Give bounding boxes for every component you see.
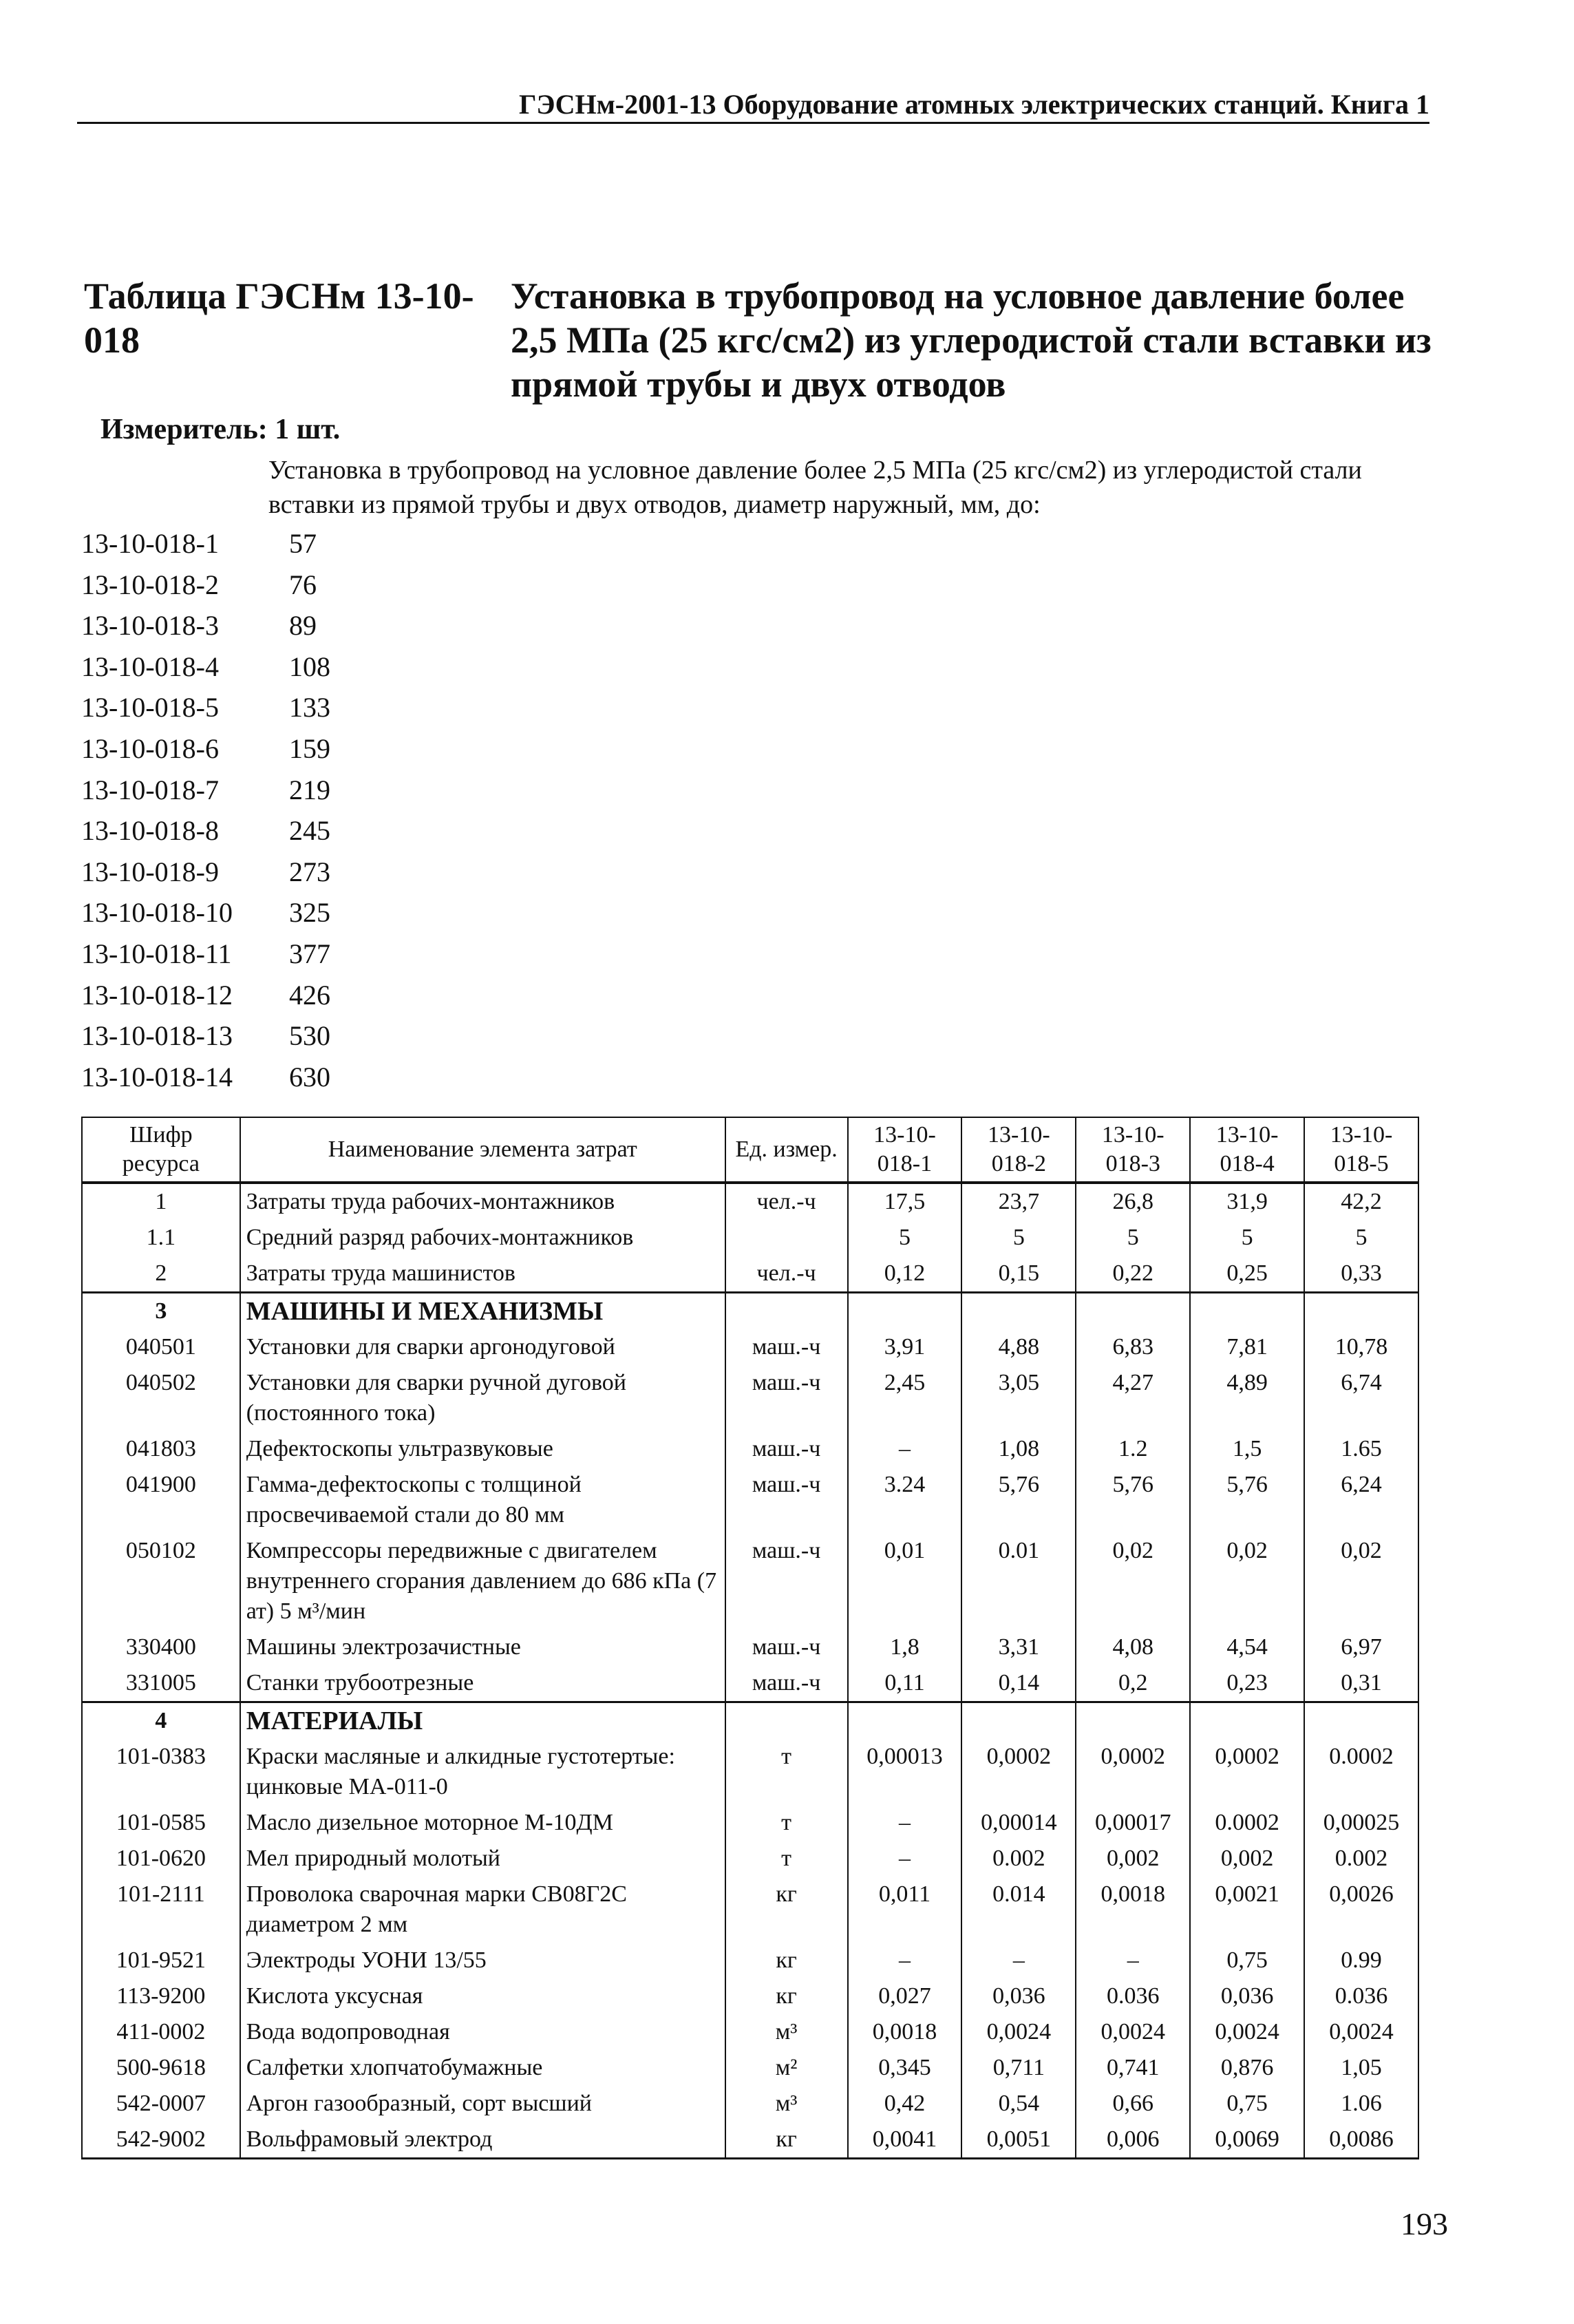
cell-value: 0.036 [1304,1978,1418,2014]
cell-value: 4,27 [1076,1365,1190,1431]
cell-name: Кислота уксусная [240,1978,725,2014]
code-list-code: 13-10-018-8 [81,815,219,847]
code-list-code: 13-10-018-1 [81,528,219,559]
cell-value: 0,22 [1076,1256,1190,1293]
cell-name: Станки трубоотрезные [240,1665,725,1702]
cell-value: – [848,1943,962,1978]
cell-name: Установки для сварки аргонодуговой [240,1329,725,1365]
cell-name: Дефектоскопы ультразвуковые [240,1431,725,1467]
cell-unit: м³ [725,2086,848,2122]
cell-name: Машины электрозачистные [240,1629,725,1665]
cell-code: 101-9521 [82,1943,240,1978]
cell-value: 0,011 [848,1877,962,1943]
cell-value: 0,23 [1190,1665,1304,1702]
measure-unit: Измеритель: 1 шт. [100,414,341,445]
cell-value: 0,0018 [1076,1877,1190,1943]
cell-unit: кг [725,1943,848,1978]
table-row [82,2014,1418,2050]
table-section-row [82,1293,1418,1330]
table-row [82,1877,1418,1943]
header-unit: Ед. измер. [725,1117,848,1183]
cell-value: 0.014 [961,1877,1076,1943]
header-col-4: 13-10-018-4 [1190,1117,1304,1183]
code-list-item [81,1057,330,1098]
cell-name: Средний разряд рабочих-монтажников [240,1220,725,1256]
cell-unit: т [725,1739,848,1805]
cell-unit: м³ [725,2014,848,2050]
table-row [82,1739,1418,1805]
cell-value: 3,91 [848,1329,962,1365]
cell-value: 4,88 [961,1329,1076,1365]
code-list-code: 13-10-018-4 [81,651,219,682]
cell-code: 542-9002 [82,2122,240,2159]
code-list-item [81,1015,330,1057]
code-list-code: 13-10-018-14 [81,1061,233,1092]
code-list-code: 13-10-018-13 [81,1020,233,1052]
cell-unit: т [725,1805,848,1841]
cell-value: 0,0051 [961,2122,1076,2159]
cell-value: – [848,1431,962,1467]
cell-unit [725,1293,848,1330]
code-list-item [81,605,330,646]
cell-value: 0,31 [1304,1665,1418,1702]
cell-code: 101-0585 [82,1805,240,1841]
table-title-text: Установка в трубопровод на условное давление более 2,5 МПа (25 кгс/см2) из углеродистой стали вставки из прямой трубы и двух отводов [511,275,1432,405]
code-list-code: 13-10-018-11 [81,938,232,969]
cell-name: Салфетки хлопчатобумажные [240,2050,725,2086]
cell-value: 1,5 [1190,1431,1304,1467]
cell-value: 1,05 [1304,2050,1418,2086]
cell-code: 411-0002 [82,2014,240,2050]
cell-value: 3.24 [848,1467,962,1533]
code-list-item [81,892,330,933]
cell-unit: кг [725,1877,848,1943]
cell-value: 1.2 [1076,1431,1190,1467]
cell-value: 0,0002 [961,1739,1076,1805]
table-row [82,1943,1418,1978]
cell-value: 0,0021 [1190,1877,1304,1943]
cell-value: 0,002 [1190,1841,1304,1877]
cell-value: 0,0024 [961,2014,1076,2050]
header-col-2: 13-10-018-2 [961,1117,1076,1183]
cell-unit: маш.-ч [725,1329,848,1365]
cell-value: 0,036 [1190,1978,1304,2014]
table-row [82,2122,1418,2159]
cell-code: 101-0620 [82,1841,240,1877]
header-name: Наименование элемента затрат [240,1117,725,1183]
cell-code: 1 [82,1183,240,1220]
cell-name: Аргон газообразный, сорт высший [240,2086,725,2122]
cell-value: 0,0018 [848,2014,962,2050]
cell-value: 23,7 [961,1183,1076,1220]
table-row [82,1329,1418,1365]
cell-unit: т [725,1841,848,1877]
cell-value [848,1702,962,1740]
cell-value: 0.0002 [1190,1805,1304,1841]
cell-value: 1,8 [848,1629,962,1665]
cell-code: 040502 [82,1365,240,1431]
cell-unit: чел.-ч [725,1183,848,1220]
table-section-row [82,1702,1418,1740]
cell-value: 6,97 [1304,1629,1418,1665]
cell-value: 0,006 [1076,2122,1190,2159]
code-list-code: 13-10-018-5 [81,692,219,723]
cell-code: 3 [82,1293,240,1330]
table-header-row [82,1117,1418,1183]
cell-value: 4,89 [1190,1365,1304,1431]
header-col-1: 13-10-018-1 [848,1117,962,1183]
cell-value: 0,11 [848,1665,962,1702]
table-row [82,1467,1418,1533]
cell-value: 0,0024 [1076,2014,1190,2050]
cell-value [961,1702,1076,1740]
table-row [82,2050,1418,2086]
header-col-3: 13-10-018-3 [1076,1117,1190,1183]
code-list-diameter: 89 [289,610,317,642]
code-list-code: 13-10-018-7 [81,774,219,805]
cell-value: 5 [1304,1220,1418,1256]
cell-value: 0,345 [848,2050,962,2086]
cell-name: Мел природный молотый [240,1841,725,1877]
cell-code: 101-2111 [82,1877,240,1943]
cell-unit: маш.-ч [725,1467,848,1533]
cell-value: 6,24 [1304,1467,1418,1533]
cell-value: 7,81 [1190,1329,1304,1365]
cell-name: Установки для сварки ручной дуговой (постоянного тока) [240,1365,725,1431]
code-list-item [81,975,330,1016]
code-list-diameter: 57 [289,528,317,559]
cell-value: 0,0024 [1190,2014,1304,2050]
cell-value: 0,876 [1190,2050,1304,2086]
cell-code: 542-0007 [82,2086,240,2122]
table-title-code: Таблица ГЭСНм 13-10-018 [84,275,474,361]
cell-value: 0,15 [961,1256,1076,1293]
code-list-diameter: 76 [289,569,317,600]
cell-value: 17,5 [848,1183,962,1220]
code-list-diameter: 108 [289,651,330,682]
cell-name: Затраты труда рабочих-монтажников [240,1183,725,1220]
code-list-diameter: 426 [289,979,330,1011]
cell-value: 0,036 [961,1978,1076,2014]
cell-value: 5,76 [1190,1467,1304,1533]
code-list-item [81,523,330,564]
cell-name: Вода водопроводная [240,2014,725,2050]
code-list-code: 13-10-018-2 [81,569,219,600]
code-list-diameter: 630 [289,1061,330,1092]
cell-value: 0,0024 [1304,2014,1418,2050]
code-list-item [81,770,330,811]
code-list-code: 13-10-018-10 [81,897,233,929]
cell-code: 4 [82,1702,240,1740]
cell-name: Краски масляные и алкидные густотертые: цинковые МА-011-0 [240,1739,725,1805]
cell-name: Компрессоры передвижные с двигателем внутреннего сгорания давлением до 686 кПа (7 ат) 5 м³/мин [240,1533,725,1629]
cell-value [1304,1293,1418,1330]
cell-value: 0,75 [1190,1943,1304,1978]
cell-value: 1,08 [961,1431,1076,1467]
cell-value: 0,0002 [1076,1739,1190,1805]
table-row [82,1365,1418,1431]
cell-value: 4,54 [1190,1629,1304,1665]
table-row [82,1431,1418,1467]
cell-code: 500-9618 [82,2050,240,2086]
code-list-diameter: 377 [289,938,330,969]
code-list-diameter: 159 [289,732,330,764]
cell-value: 5 [1190,1220,1304,1256]
cell-unit: чел.-ч [725,1256,848,1293]
cell-unit: маш.-ч [725,1431,848,1467]
code-list-item [81,728,330,770]
cell-code: 040501 [82,1329,240,1365]
cell-value: 0.002 [961,1841,1076,1877]
table-row [82,1805,1418,1841]
cell-value: 0,25 [1190,1256,1304,1293]
code-list-item [81,564,330,606]
cell-name: Затраты труда машинистов [240,1256,725,1293]
code-list-diameter: 530 [289,1020,330,1052]
cell-value: 0,12 [848,1256,962,1293]
cell-value: 0.99 [1304,1943,1418,1978]
cell-value: 0,0041 [848,2122,962,2159]
cell-name: Масло дизельное моторное М-10ДМ [240,1805,725,1841]
cell-value: 0,14 [961,1665,1076,1702]
cell-value: – [961,1943,1076,1978]
cell-unit: маш.-ч [725,1533,848,1629]
cell-value [1076,1702,1190,1740]
cell-value: 0,02 [1304,1533,1418,1629]
code-list-code: 13-10-018-3 [81,610,219,642]
cell-value: 0,66 [1076,2086,1190,2122]
cell-value: 1.06 [1304,2086,1418,2122]
code-list-item [81,646,330,688]
cell-value: 10,78 [1304,1329,1418,1365]
cell-unit: маш.-ч [725,1665,848,1702]
cell-value [1190,1293,1304,1330]
cell-code: 331005 [82,1665,240,1702]
cell-code: 2 [82,1256,240,1293]
code-list-diameter: 245 [289,815,330,847]
cell-unit [725,1220,848,1256]
cell-value: 0,42 [848,2086,962,2122]
cell-code: 041803 [82,1431,240,1467]
table-title [84,274,1433,406]
cell-unit: маш.-ч [725,1629,848,1665]
cell-value: 0,00017 [1076,1805,1190,1841]
cell-code: 041900 [82,1467,240,1533]
cell-value [961,1293,1076,1330]
cell-value [848,1293,962,1330]
cell-value: 5,76 [1076,1467,1190,1533]
cell-value: 2,45 [848,1365,962,1431]
cell-name: Проволока сварочная марки СВ08Г2С диаметром 2 мм [240,1877,725,1943]
table-row [82,1665,1418,1702]
cell-value: 6,83 [1076,1329,1190,1365]
cell-unit: кг [725,2122,848,2159]
cell-name: МАШИНЫ И МЕХАНИЗМЫ [240,1293,725,1330]
header-code: Шифр ресурса [82,1117,240,1183]
cell-value [1304,1702,1418,1740]
header-col-5: 13-10-018-5 [1304,1117,1418,1183]
cell-value: – [1076,1943,1190,1978]
cell-value: 42,2 [1304,1183,1418,1220]
cell-value: 0,00013 [848,1739,962,1805]
cell-value: 0,711 [961,2050,1076,2086]
table-row [82,1183,1418,1220]
cell-value: 0,741 [1076,2050,1190,2086]
cell-name: Гамма-дефектоскопы с толщиной просвечиваемой стали до 80 мм [240,1467,725,1533]
table-row [82,1629,1418,1665]
cell-code: 1.1 [82,1220,240,1256]
cell-value: 5 [848,1220,962,1256]
cell-name: Электроды УОНИ 13/55 [240,1943,725,1978]
table-row [82,1220,1418,1256]
code-list-item [81,687,330,728]
cell-value: 0,00025 [1304,1805,1418,1841]
cell-value: 5 [961,1220,1076,1256]
cell-value: – [848,1841,962,1877]
cell-unit: м² [725,2050,848,2086]
cell-value: 6,74 [1304,1365,1418,1431]
cell-code: 101-0383 [82,1739,240,1805]
code-list-diameter: 325 [289,897,330,929]
code-list [81,523,330,1097]
code-list-diameter: 219 [289,774,330,805]
cell-value: 0.0002 [1304,1739,1418,1805]
cell-code: 330400 [82,1629,240,1665]
cell-code: 050102 [82,1533,240,1629]
cell-value: 1.65 [1304,1431,1418,1467]
cell-value: 0,33 [1304,1256,1418,1293]
cell-value: 0,01 [848,1533,962,1629]
cell-value: 0.002 [1304,1841,1418,1877]
cell-value: 0,02 [1190,1533,1304,1629]
cell-value: 0.01 [961,1533,1076,1629]
work-description: Установка в трубопровод на условное давление более 2,5 МПа (25 кгс/см2) из углеродистой стали вставки из прямой трубы и двух отводов, диаметр наружный, мм, до: [268,456,1362,519]
cell-value: 0,027 [848,1978,962,2014]
cell-value: 0,54 [961,2086,1076,2122]
cell-value: 0,0069 [1190,2122,1304,2159]
page-header: ГЭСНм-2001-13 Оборудование атомных электрических станций. Книга 1 [77,88,1429,124]
cell-name: МАТЕРИАЛЫ [240,1702,725,1740]
cell-value: 0,002 [1076,1841,1190,1877]
cell-unit: маш.-ч [725,1365,848,1431]
cell-value: 0,02 [1076,1533,1190,1629]
cell-value: 0,0026 [1304,1877,1418,1943]
cell-value: 3,31 [961,1629,1076,1665]
table-row [82,1841,1418,1877]
code-list-item [81,810,330,852]
code-list-item [81,933,330,975]
cell-value: 31,9 [1190,1183,1304,1220]
code-list-code: 13-10-018-6 [81,732,219,764]
cell-value: 4,08 [1076,1629,1190,1665]
cell-value: 0,0002 [1190,1739,1304,1805]
cell-code: 113-9200 [82,1978,240,2014]
page-number: 193 [1401,2206,1448,2241]
code-list-diameter: 273 [289,856,330,887]
cell-value: 0,00014 [961,1805,1076,1841]
cell-value: 0.036 [1076,1978,1190,2014]
cell-unit [725,1702,848,1740]
cell-value [1076,1293,1190,1330]
cell-value: 5 [1076,1220,1190,1256]
cell-unit: кг [725,1978,848,2014]
cell-value: 5,76 [961,1467,1076,1533]
resource-table [81,1117,1419,2159]
table-row [82,2086,1418,2122]
code-list-diameter: 133 [289,692,330,723]
code-list-code: 13-10-018-12 [81,979,233,1011]
table-row [82,1256,1418,1293]
cell-value: 26,8 [1076,1183,1190,1220]
code-list-code: 13-10-018-9 [81,856,219,887]
cell-name: Вольфрамовый электрод [240,2122,725,2159]
cell-value: 0,0086 [1304,2122,1418,2159]
table-row [82,1533,1418,1629]
table-row [82,1978,1418,2014]
cell-value: – [848,1805,962,1841]
cell-value: 0,2 [1076,1665,1190,1702]
code-list-item [81,852,330,893]
cell-value: 0,75 [1190,2086,1304,2122]
cell-value [1190,1702,1304,1740]
cell-value: 3,05 [961,1365,1076,1431]
